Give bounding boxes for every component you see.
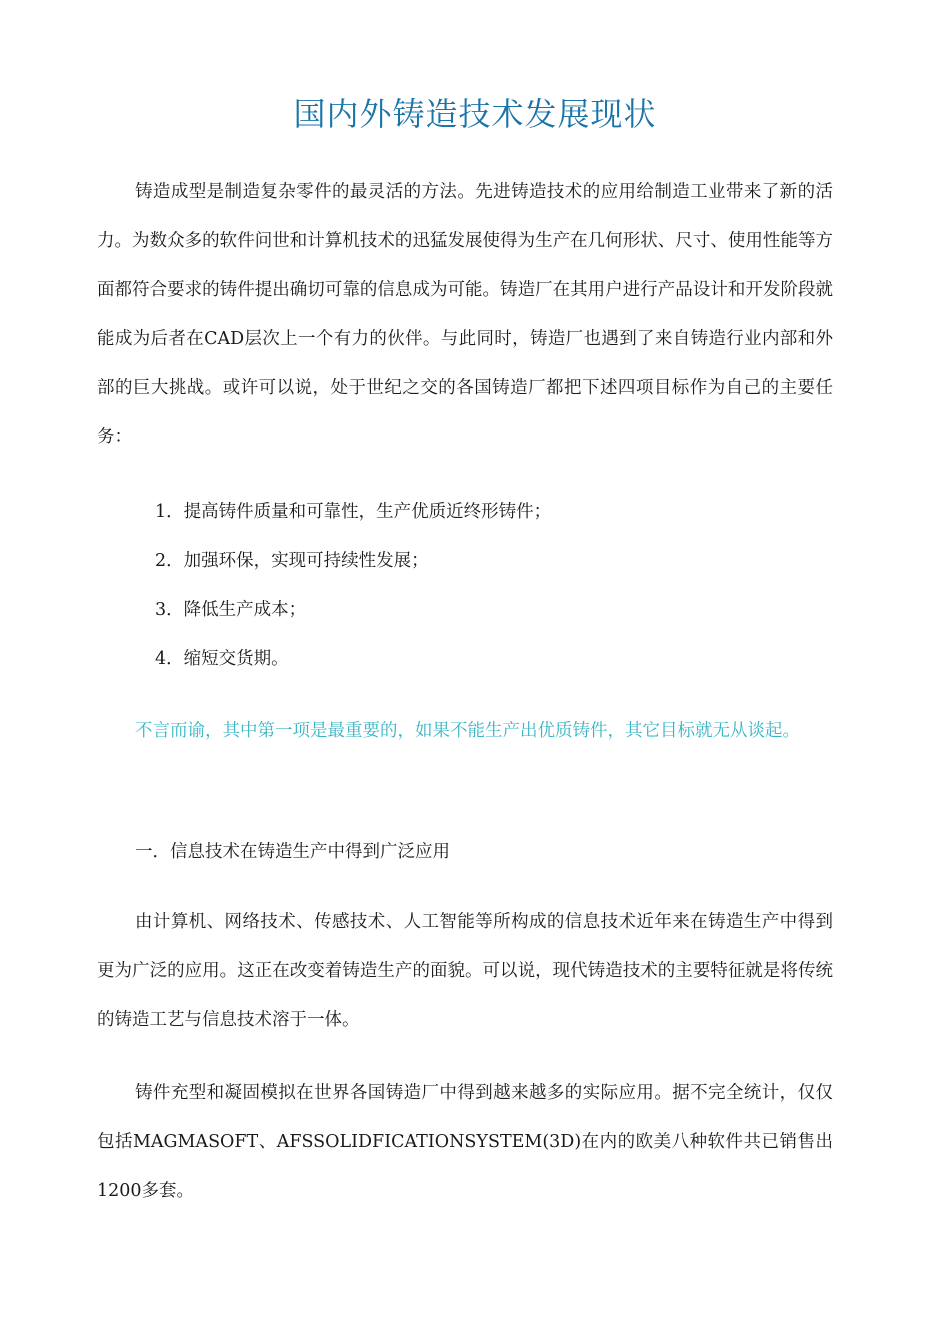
goal-item-2: 2．加强环保，实现可持续性发展； [155, 551, 429, 571]
intro-paragraph: 铸造成型是制造复杂零件的最灵活的方法。先进铸造技术的应用给制造工业带来了新的活力。为数众多的软件问世和计算机技术的迅猛发展使得为生产在几何形状、尺寸、使用性能等方面都符合要求的铸件提出确切可靠的信息成为可能。铸造厂在其用户进行产品设计和开发阶段就能成为后者在CAD层次上一个有力的伙伴。与此同时，铸造厂也遇到了来自铸造行业内部和外部的巨大挑战。或许可以说，处于世纪之交的各国铸造厂都把下述四项目标作为自己的主要任务： [97, 182, 833, 447]
goal-item-3: 3．降低生产成本； [155, 600, 307, 620]
section-heading: 一．信息技术在铸造生产中得到广泛应用 [135, 842, 450, 862]
goal-item-1: 1．提高铸件质量和可靠性，生产优质近终形铸件； [155, 502, 552, 522]
emphasis-paragraph: 不言而谕，其中第一项是最重要的，如果不能生产出优质铸件，其它目标就无从谈起。 [135, 721, 800, 741]
section-paragraph-2: 铸件充型和凝固模拟在世界各国铸造厂中得到越来越多的实际应用。据不完全统计，仅仅包括MAGMASOFT、AFSSOLIDFICATIONSYSTEM(3D)在内的欧美八种软件共已销售出1200多套。 [97, 1083, 833, 1201]
document-title: 国内外铸造技术发展现状 [293, 95, 657, 133]
goal-item-4: 4．缩短交货期。 [155, 649, 289, 669]
section-paragraph-1: 由计算机、网络技术、传感技术、人工智能等所构成的信息技术近年来在铸造生产中得到更为广泛的应用。这正在改变着铸造生产的面貌。可以说，现代铸造技术的主要特征就是将传统的铸造工艺与信息技术溶于一体。 [97, 912, 833, 1030]
